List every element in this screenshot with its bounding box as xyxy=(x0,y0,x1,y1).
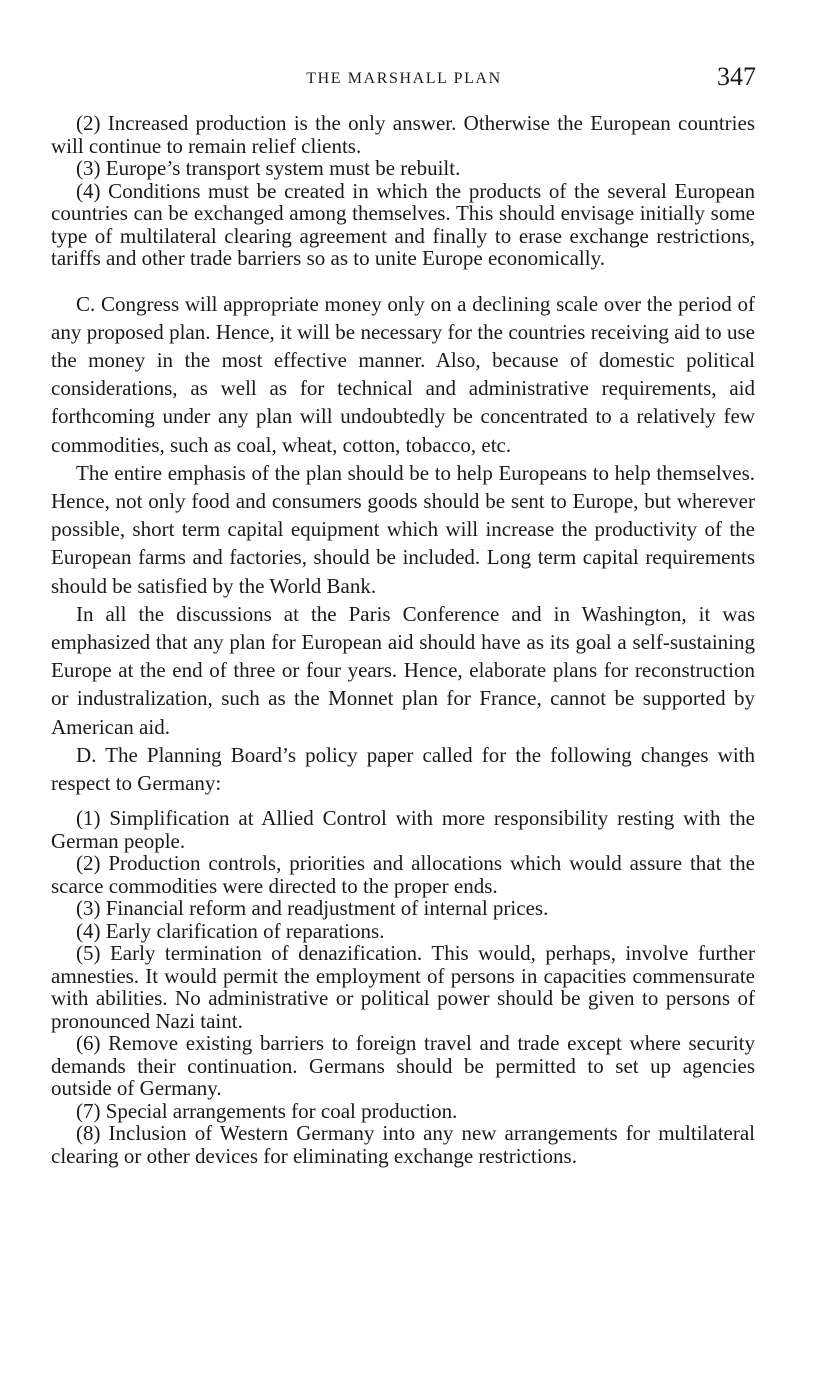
page-number: 347 xyxy=(717,62,756,91)
list-item: (5) Early termination of denazification. This would, perhaps, involve further amnesties. It would permit the employment of persons in capacities commensurate with abilities. No administrative or political power should be given to persons of pronounced Nazi taint. xyxy=(51,941,755,1033)
recovery-requirements-list xyxy=(51,112,755,270)
list-item: (3) Europe’s transport system must be rebuilt. xyxy=(76,156,461,180)
list-item: (6) Remove existing barriers to foreign travel and trade except where security demands their continuation. Germans should be permitted to set up agencies outside of Germany. xyxy=(51,1031,755,1101)
germany-changes-list xyxy=(51,807,755,1167)
running-title: THE MARSHALL PLAN xyxy=(306,70,502,87)
page-body xyxy=(51,112,755,1167)
paragraph-section-d: D. The Planning Board’s policy paper called for the following changes with respect to Germany: xyxy=(51,742,755,795)
list-item: (3) Financial reform and readjustment of internal prices. xyxy=(76,896,549,921)
list-item: (7) Special arrangements for coal production. xyxy=(76,1098,458,1123)
paragraph-section-c: C. Congress will appropriate money only on a declining scale over the period of any proposed plan. Hence, it will be necessary for the countries receiving aid to use the money in the most effective manner. Also, because of domestic political considerations, as well as for technical and administrative requirements, aid forthcoming under any plan will undoubtedly be concentrated to a relatively few commodities, such as coal, wheat, cotton, tobacco, etc. xyxy=(51,291,755,457)
paragraph-paris-conference: In all the discussions at the Paris Conference and in Washington, it was emphasized that any plan for European aid should have as its goal a self-sustaining Europe at the end of three or four years. Hence, elaborate plans for reconstruction or industralization, such as the Monnet plan for France, cannot be supported by American aid. xyxy=(51,601,755,739)
running-head xyxy=(52,62,756,102)
list-item: (2) Production controls, priorities and allocations which would assure that the scarce commodities were directed to the proper ends. xyxy=(51,851,755,898)
paragraph-self-help: The entire emphasis of the plan should be to help Europeans to help themselves. Hence, not only food and consumers goods should be sent to Europe, but wherever possible, short term capital equipment which will increase the productivity of the European farms and factories, should be included. Long term capital requirements should be satisfied by the World Bank. xyxy=(51,460,755,598)
list-item: (1) Simplification at Allied Control with more responsibility resting with the German people. xyxy=(51,806,755,853)
list-item: (4) Early clarification of reparations. xyxy=(76,918,385,943)
list-item: (4) Conditions must be created in which the products of the several European countries can be exchanged among themselves. This should envisage initially some type of multilateral clearing agreement and finally to erase exchange restrictions, tariffs and other trade barriers so as to unite Europe economically. xyxy=(51,178,755,270)
list-item: (2) Increased production is the only answer. Otherwise the European countries will continue to remain relief clients. xyxy=(51,111,755,158)
list-item: (8) Inclusion of Western Germany into any new arrangements for multilateral clearing or other devices for eliminating exchange restrictions. xyxy=(51,1121,755,1168)
